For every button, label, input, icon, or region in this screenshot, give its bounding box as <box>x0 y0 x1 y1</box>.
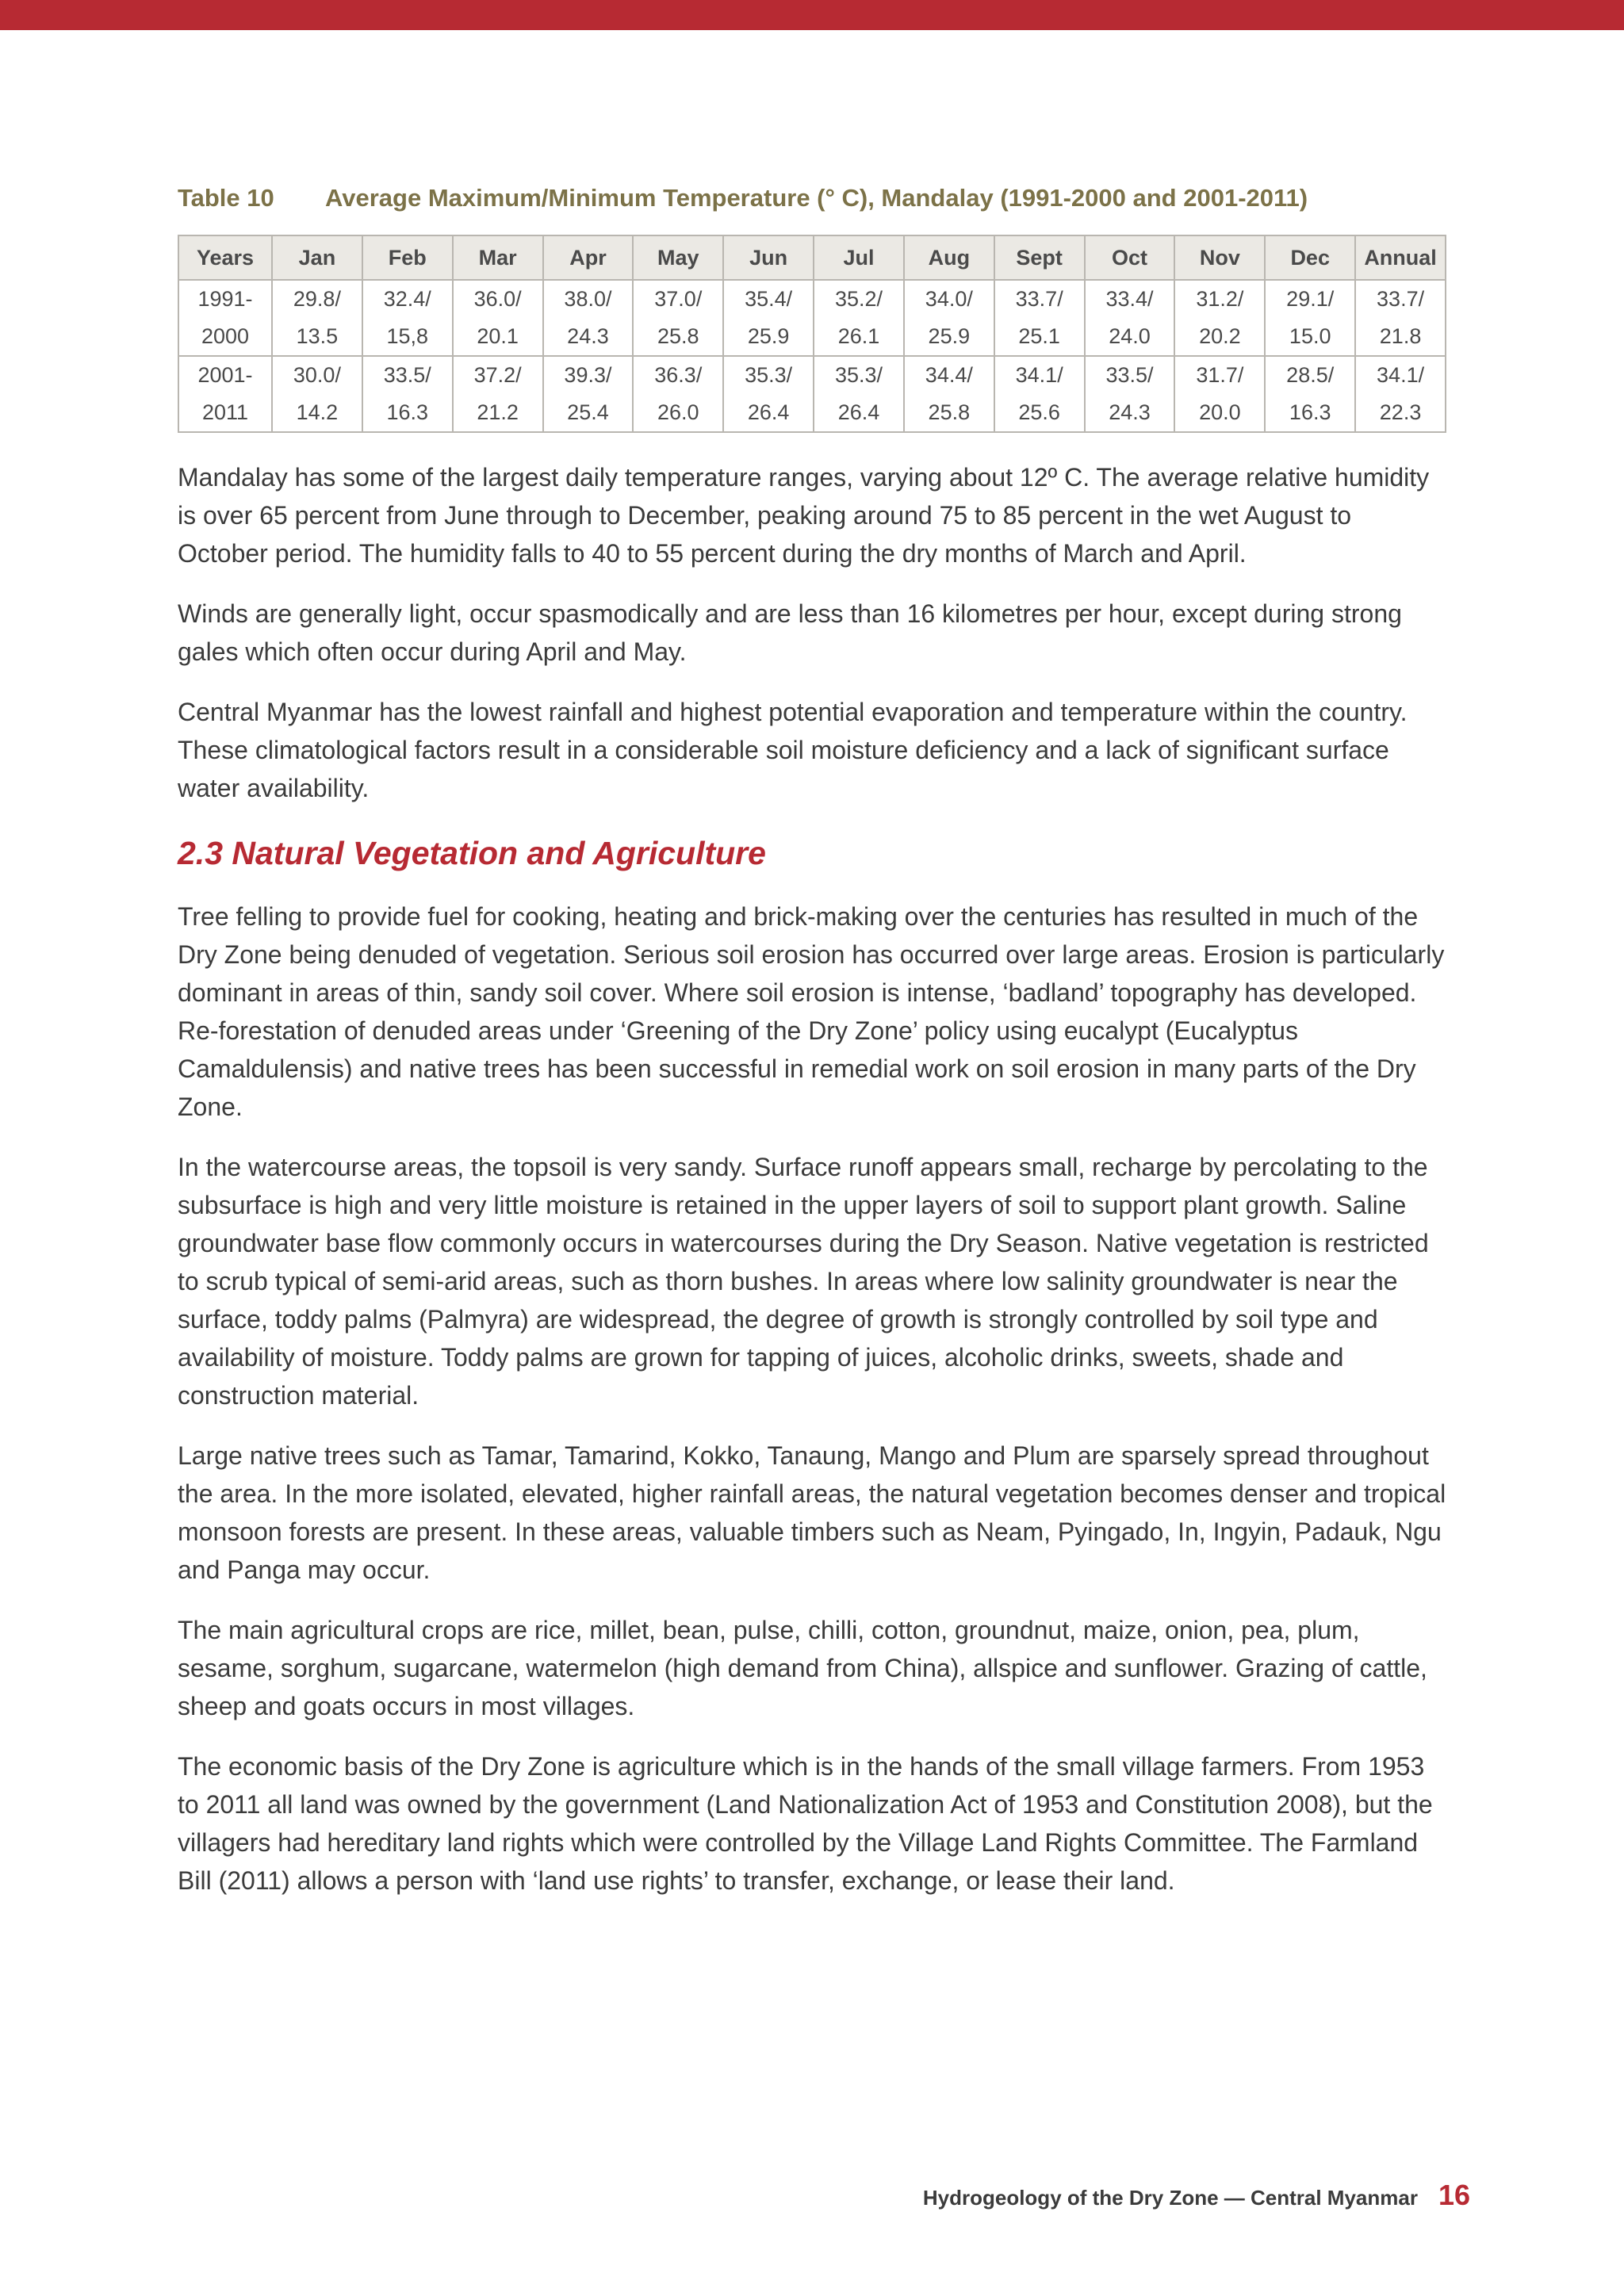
temp-min: 26.1 <box>837 324 880 348</box>
years-cell <box>178 356 272 432</box>
years-cell <box>178 280 272 356</box>
temp-min: 24.0 <box>1109 324 1151 348</box>
body-paragraph: Mandalay has some of the largest daily temperature ranges, varying about 12º C. The average relative humidity is over 65 percent from June through to December, peaking around 75 to 85 percent in the wet August to October period. The humidity falls to 40 to 55 percent during the dry months of March and April. <box>178 463 1430 568</box>
temp-cell <box>633 356 723 432</box>
table-header-cell: Jun <box>723 235 814 280</box>
temp-min: 16.3 <box>1289 400 1331 424</box>
body-paragraph: Large native trees such as Tamar, Tamarind, Kokko, Tanaung, Mango and Plum are sparsely spread throughout the area. In the more isolated, elevated, higher rainfall areas, the natural vegetation becomes denser and tropical monsoon forests are present. In these areas, valuable timbers such as Neam, Pyingado, In, Ingyin, Padauk, Ngu and Panga may occur. <box>178 1441 1446 1584</box>
table-header-cell: Jul <box>814 235 904 280</box>
table-header-cell: Sept <box>994 235 1085 280</box>
temp-min: 25.6 <box>1018 400 1060 424</box>
table-number: Table 10 <box>178 184 274 212</box>
years-start: 2001- <box>197 363 253 387</box>
temp-max: 29.8/ <box>293 287 341 311</box>
temp-cell <box>994 280 1085 356</box>
temp-cell <box>1085 280 1175 356</box>
temp-cell <box>723 280 814 356</box>
body-paragraph: Winds are generally light, occur spasmodically and are less than 16 kilometres per hour, except during strong gales which often occur during April and May. <box>178 599 1402 666</box>
temp-max: 34.1/ <box>1015 363 1063 387</box>
temp-min: 16.3 <box>386 400 429 424</box>
temp-cell <box>543 280 634 356</box>
temp-max: 37.2/ <box>473 363 522 387</box>
temp-min: 13.5 <box>296 324 339 348</box>
temp-cell <box>1174 356 1265 432</box>
body-paragraph: Central Myanmar has the lowest rainfall and highest potential evaporation and temperature within the country. These climatological factors result in a considerable soil moisture deficiency and a lack of significant surface water availability. <box>178 698 1408 802</box>
temp-cell <box>453 356 543 432</box>
body-paragraph: In the watercourse areas, the topsoil is very sandy. Surface runoff appears small, recharge by percolating to the subsurface is high and very little moisture is retained in the upper layers of soil to support plant growth. Saline groundwater base flow commonly occurs in watercourses during the Dry Season. Native vegetation is restricted to scrub typical of semi-arid areas, such as thorn bushes. In areas where low salinity groundwater is near the surface, toddy palms (Palmyra) are widespread, the degree of growth is strongly controlled by soil type and availability of moisture. Toddy palms are grown for tapping of juices, alcoholic drinks, sweets, shade and construction material. <box>178 1153 1429 1410</box>
page-number: 16 <box>1438 2179 1470 2211</box>
body-paragraph: The main agricultural crops are rice, millet, bean, pulse, chilli, cotton, groundnut, maize, onion, pea, plum, sesame, sorghum, sugarcane, watermelon (high demand from China), allspice and sunflower. Grazing of cattle, sheep and goats occurs in most villages. <box>178 1616 1427 1720</box>
table-header-cell: Years <box>178 235 272 280</box>
temp-max: 33.7/ <box>1377 287 1425 311</box>
temp-max: 33.5/ <box>1105 363 1154 387</box>
page-footer <box>923 2179 1470 2212</box>
table-header-cell: Mar <box>453 235 543 280</box>
table-row <box>178 356 1446 432</box>
table-header-cell: Apr <box>543 235 634 280</box>
temp-cell <box>814 356 904 432</box>
temp-max: 35.3/ <box>745 363 793 387</box>
temp-max: 32.4/ <box>383 287 431 311</box>
table-header-cell: Annual <box>1355 235 1446 280</box>
temp-min: 20.1 <box>477 324 519 348</box>
temp-min: 26.4 <box>747 400 790 424</box>
table-row <box>178 280 1446 356</box>
table-header-cell: Nov <box>1174 235 1265 280</box>
temp-min: 14.2 <box>296 400 339 424</box>
temp-max: 31.2/ <box>1196 287 1244 311</box>
temp-min: 25.9 <box>747 324 790 348</box>
temperature-table <box>178 235 1446 433</box>
temp-max: 31.7/ <box>1196 363 1244 387</box>
table-caption <box>178 184 1448 212</box>
temp-min: 25.8 <box>928 400 971 424</box>
temp-min: 15,8 <box>386 324 429 348</box>
temp-cell <box>1085 356 1175 432</box>
temp-max: 35.3/ <box>834 363 883 387</box>
table-header-cell: Dec <box>1265 235 1355 280</box>
temp-max: 29.1/ <box>1286 287 1335 311</box>
temp-min: 15.0 <box>1289 324 1331 348</box>
table-title: Average Maximum/Minimum Temperature (° C), Mandalay (1991-2000 and 2001-2011) <box>325 184 1308 212</box>
temp-cell <box>723 356 814 432</box>
temp-min: 21.8 <box>1379 324 1422 348</box>
temp-cell <box>362 356 453 432</box>
temp-cell <box>994 356 1085 432</box>
temp-max: 28.5/ <box>1286 363 1335 387</box>
table-header-cell: May <box>633 235 723 280</box>
footer-title: Hydrogeology of the Dry Zone — Central Myanmar <box>922 2186 1418 2210</box>
temp-cell <box>904 280 994 356</box>
temp-max: 36.0/ <box>473 287 522 311</box>
table-header-cell: Jan <box>272 235 362 280</box>
top-accent-bar <box>0 0 1624 30</box>
temp-cell <box>1265 280 1355 356</box>
temp-min: 21.2 <box>477 400 519 424</box>
temp-cell <box>633 280 723 356</box>
temp-cell <box>453 280 543 356</box>
temp-min: 25.4 <box>567 400 609 424</box>
temp-min: 25.9 <box>928 324 971 348</box>
years-start: 1991- <box>197 287 253 311</box>
temp-cell <box>1265 356 1355 432</box>
years-end: 2011 <box>201 400 249 424</box>
table-header-cell: Oct <box>1085 235 1175 280</box>
body-paragraph: Tree felling to provide fuel for cooking, heating and brick-making over the centuries has resulted in much of the Dry Zone being denuded of vegetation. Serious soil erosion has occurred over large areas. Erosion is particularly dominant in areas of thin, sandy soil cover. Where soil erosion is intense, ‘badland’ topography has developed. Re-forestation of denuded areas under ‘Greening of the Dry Zone’ policy using eucalypt (Eucalyptus Camaldulensis) and native trees has been successful in remedial work on soil erosion in many parts of the Dry Zone. <box>178 902 1445 1121</box>
temp-max: 33.7/ <box>1015 287 1063 311</box>
temp-max: 34.1/ <box>1377 363 1425 387</box>
temp-max: 38.0/ <box>564 287 612 311</box>
temp-cell-annual <box>1355 356 1446 432</box>
temp-max: 35.4/ <box>745 287 793 311</box>
temp-max: 30.0/ <box>293 363 341 387</box>
temp-max: 34.0/ <box>925 287 973 311</box>
years-end: 2000 <box>201 324 250 348</box>
temp-max: 37.0/ <box>654 287 703 311</box>
temp-max: 33.4/ <box>1105 287 1154 311</box>
temp-max: 34.4/ <box>925 363 973 387</box>
temp-min: 26.0 <box>657 400 699 424</box>
temp-cell <box>904 356 994 432</box>
table-header-cell: Feb <box>362 235 453 280</box>
body-paragraph: The economic basis of the Dry Zone is agriculture which is in the hands of the small village farmers. From 1953 to 2011 all land was owned by the government (Land Nationalization Act of 1953 and Constitution 2008), but the villagers had hereditary land rights which were controlled by the Village Land Rights Committee. The Farmland Bill (2011) allows a person with ‘land use rights’ to transfer, exchange, or lease their land. <box>178 1752 1433 1895</box>
temp-min: 20.2 <box>1199 324 1241 348</box>
table-header-row <box>178 235 1446 280</box>
temp-min: 24.3 <box>1109 400 1151 424</box>
table-header-cell: Aug <box>904 235 994 280</box>
temp-max: 35.2/ <box>834 287 883 311</box>
temp-min: 20.0 <box>1199 400 1241 424</box>
temp-cell <box>1174 280 1265 356</box>
temp-cell-annual <box>1355 280 1446 356</box>
temp-max: 39.3/ <box>564 363 612 387</box>
temp-min: 22.3 <box>1379 400 1422 424</box>
temp-min: 25.8 <box>657 324 699 348</box>
temp-min: 25.1 <box>1018 324 1060 348</box>
temp-cell <box>543 356 634 432</box>
temp-min: 26.4 <box>837 400 880 424</box>
temp-max: 36.3/ <box>654 363 703 387</box>
temp-cell <box>814 280 904 356</box>
temp-cell <box>272 356 362 432</box>
temp-min: 24.3 <box>567 324 609 348</box>
temp-max: 33.5/ <box>383 363 431 387</box>
temp-cell <box>362 280 453 356</box>
section-heading: 2.3 Natural Vegetation and Agriculture <box>178 835 766 871</box>
temp-cell <box>272 280 362 356</box>
page-content <box>178 184 1448 1900</box>
